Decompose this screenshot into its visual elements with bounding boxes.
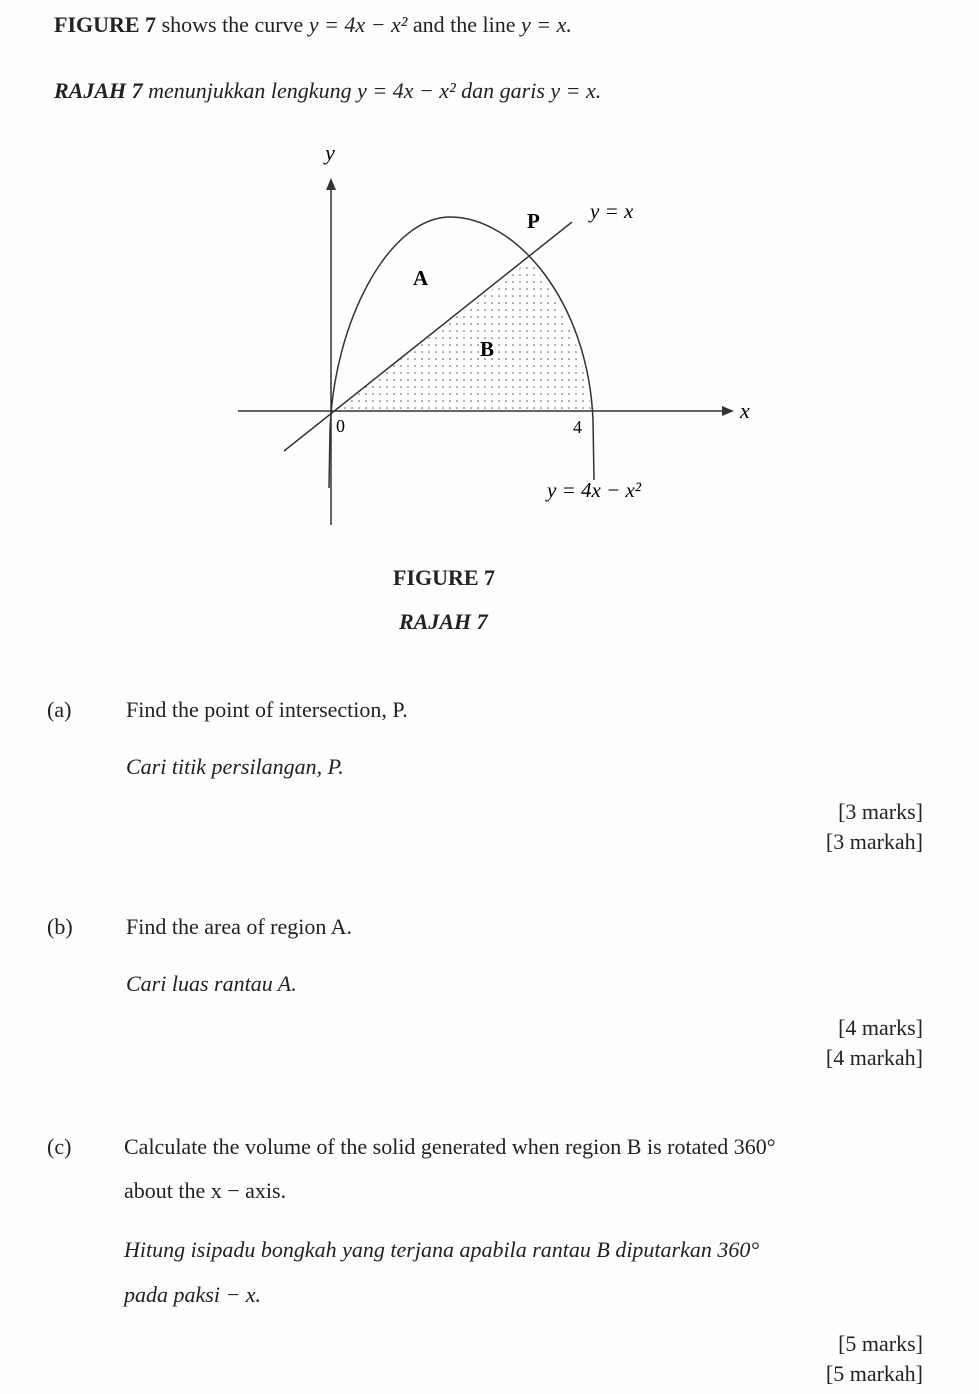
marks: [3 marks] (838, 799, 923, 824)
question-a-text: Find the point of intersection, P. (126, 697, 408, 722)
intro-text: and the line (407, 12, 522, 37)
x-intercept-label: 4 (573, 417, 582, 437)
origin-label: 0 (336, 416, 345, 436)
intro-text: menunjukkan lengkung (142, 78, 358, 103)
question-number: (c) (47, 1134, 72, 1159)
question-c-text: Calculate the volume of the solid generated when region B is rotated 360° (124, 1134, 776, 1159)
x-axis-label: x (740, 398, 750, 423)
markah: [3 markah] (825, 829, 923, 854)
question-b-malay: Cari luas rantau A. (126, 971, 297, 996)
y-axis-label: y (325, 140, 335, 165)
question-b-text: Find the area of region A. (126, 914, 353, 939)
question-c-malay-2: pada paksi − x. (124, 1282, 262, 1307)
curve-equation: y = 4x − x² (308, 12, 408, 37)
region-a-label: A (413, 266, 429, 290)
line-equation: y = x. (550, 78, 602, 103)
region-b-label: B (480, 337, 495, 361)
question-c-malay: Hitung isipadu bongkah yang terjana apabila rantau B diputarkan 360° (124, 1237, 760, 1262)
region-b-shading (333, 260, 591, 411)
line-label: y = x (590, 199, 634, 223)
curve-equation: y = 4x − x² (357, 78, 456, 103)
intro-text: dan garis (455, 78, 551, 103)
point-p-label: P (527, 209, 540, 233)
figure-ref: RAJAH 7 (54, 78, 143, 103)
question-number: (b) (47, 914, 73, 939)
y-axis-arrow-icon (326, 178, 336, 190)
x-axis-arrow-icon (722, 406, 734, 416)
figure-caption: FIGURE 7 (393, 565, 496, 590)
figure-graph (0, 0, 979, 560)
question-a-malay: Cari titik persilangan, P. (126, 754, 344, 779)
question-c-text-2: about the x − axis. (124, 1178, 287, 1203)
curve-label: y = 4x − x² (547, 478, 642, 502)
intro-text: shows the curve (156, 12, 309, 37)
markah: [4 markah] (825, 1045, 923, 1070)
figure-caption-malay: RAJAH 7 (399, 609, 488, 634)
marks: [4 marks] (838, 1015, 923, 1040)
line-equation: y = x. (521, 12, 572, 37)
figure-ref: FIGURE 7 (54, 12, 157, 37)
question-number: (a) (47, 697, 72, 722)
marks: [5 marks] (838, 1331, 923, 1356)
markah: [5 markah] (825, 1361, 923, 1386)
